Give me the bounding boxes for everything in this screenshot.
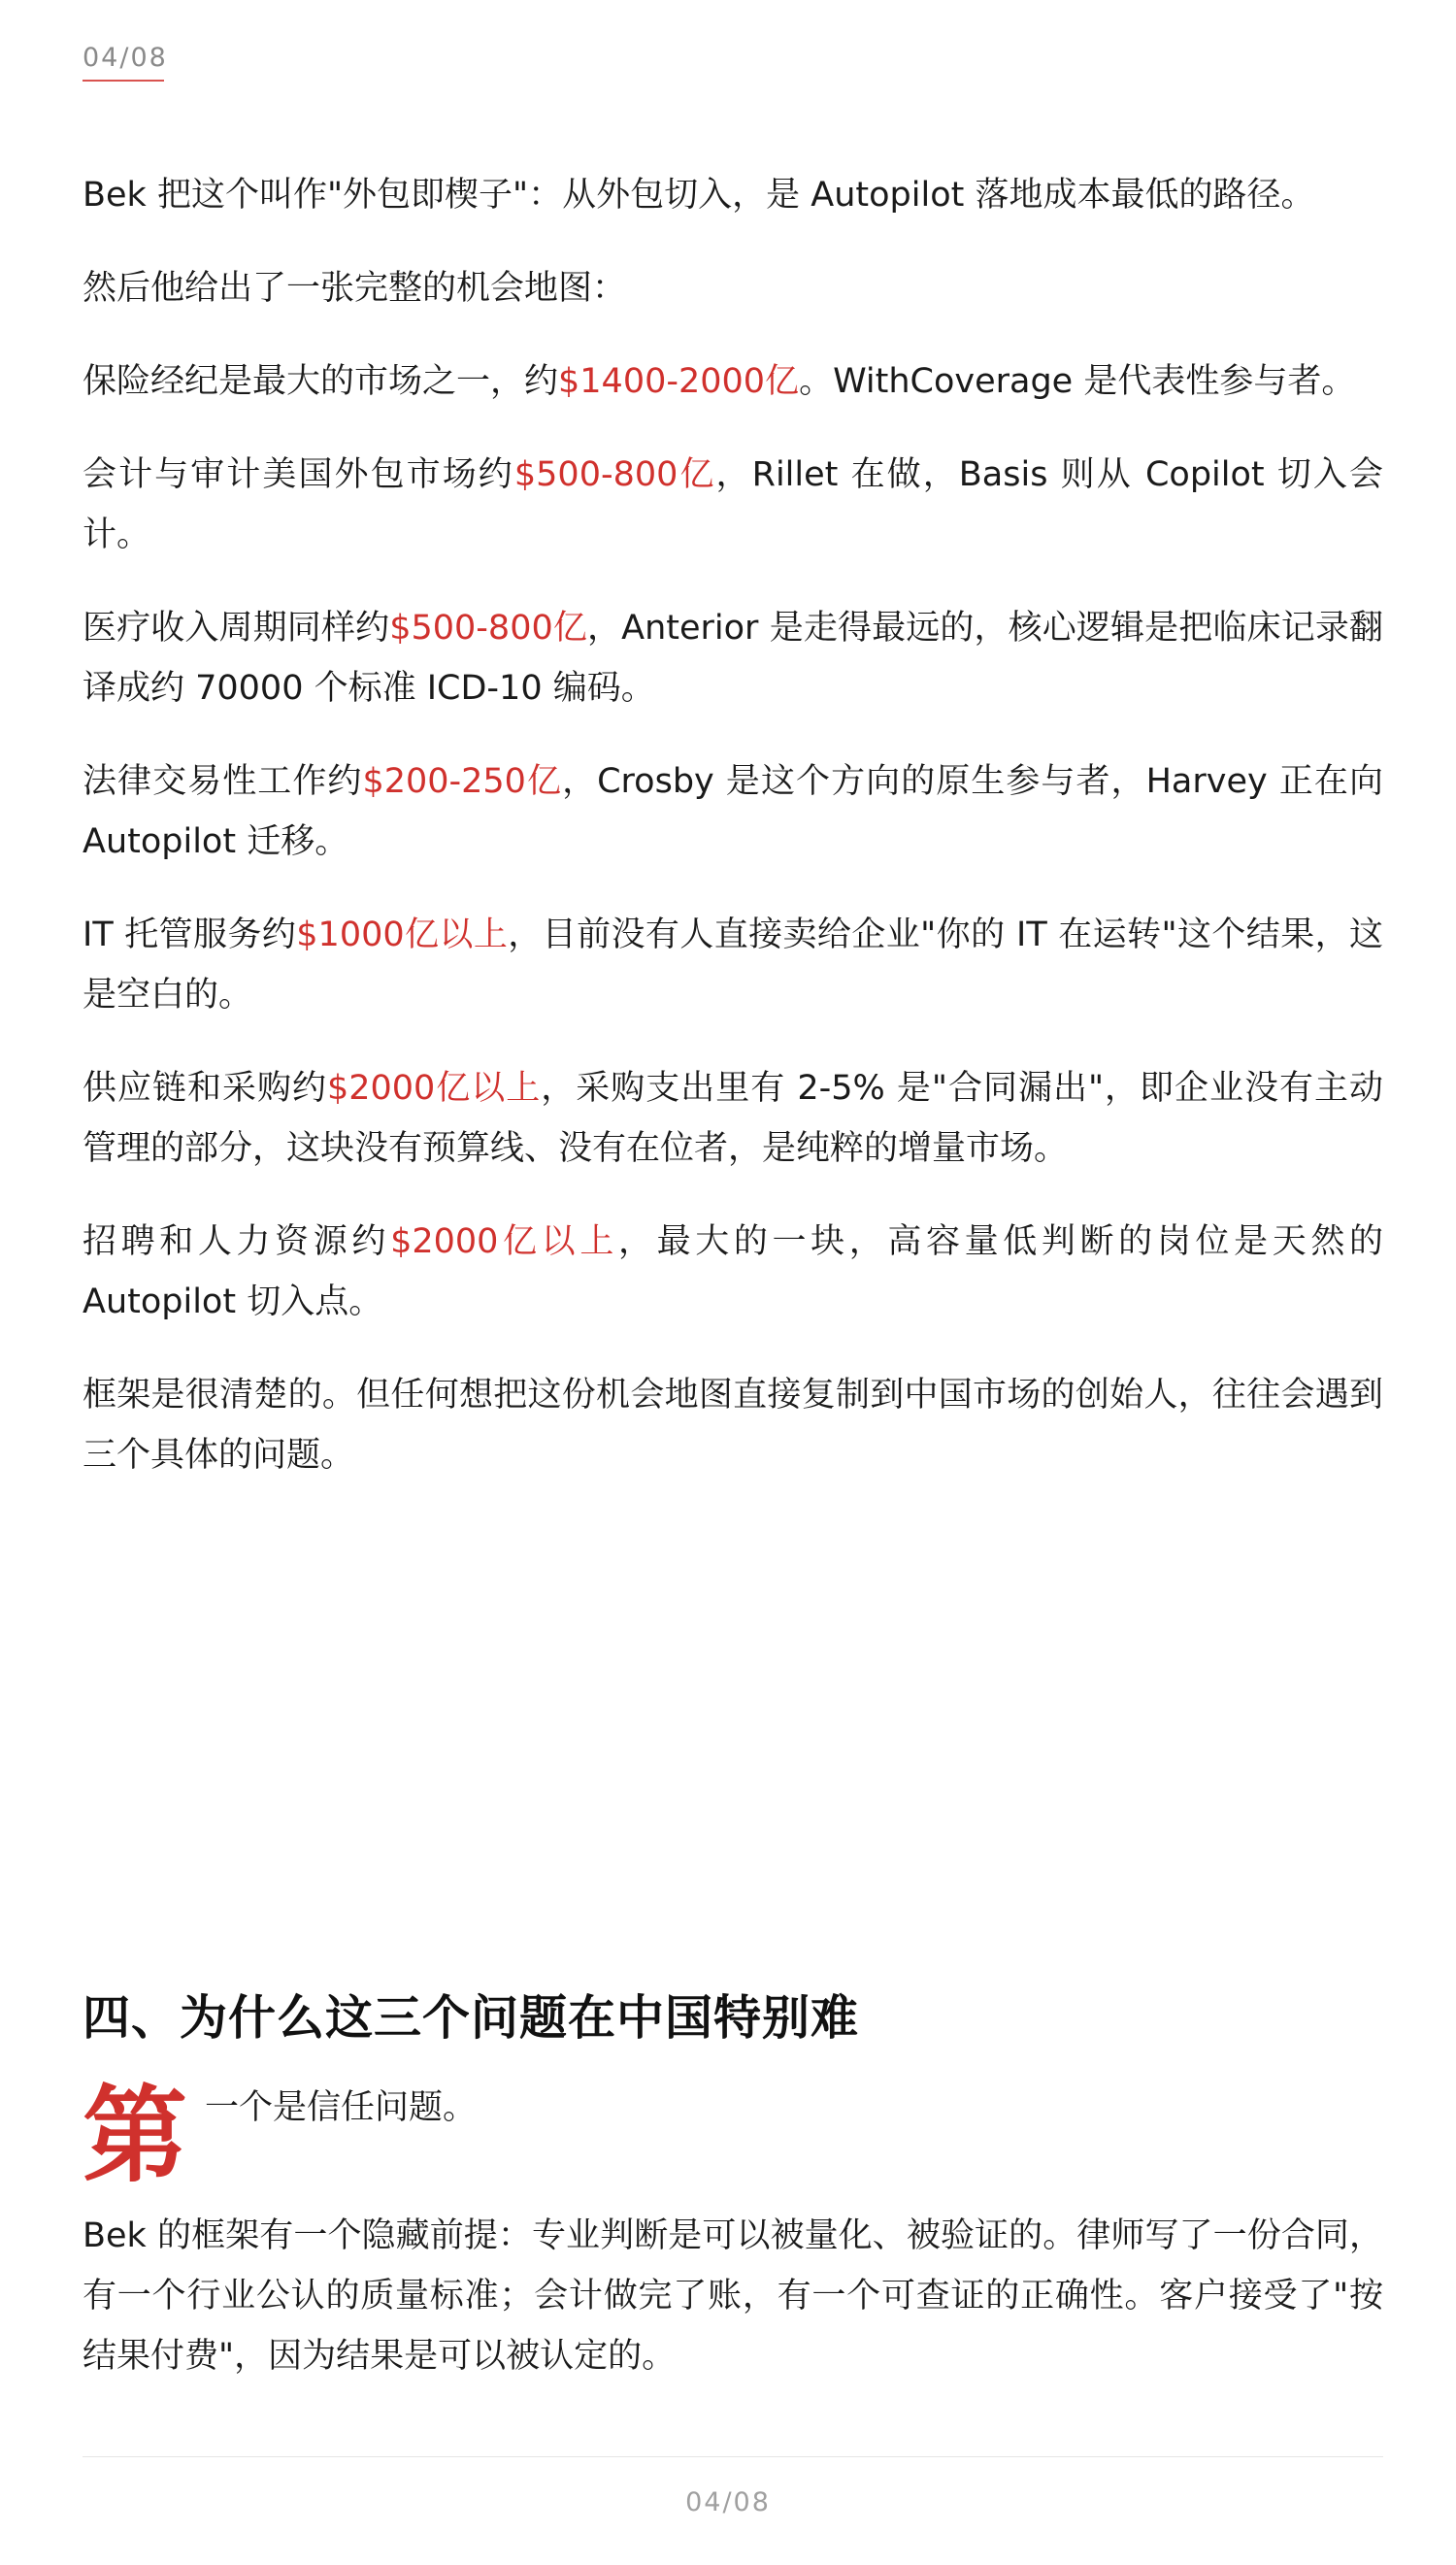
market-size-highlight: $2000亿以上	[390, 1222, 618, 1261]
page-number-underline	[83, 80, 164, 82]
paragraph-text: 框架是很清楚的。但任何想把这份机会地图直接复制到中国市场的创始人，往往会遇到三个具体的问题。	[83, 1376, 1383, 1475]
footer-divider	[83, 2456, 1383, 2457]
market-size-highlight: $500-800亿	[389, 609, 587, 648]
paragraph-text: ，目前没有人直接卖给企业"你的 IT 在运转"这个结果，这是空白的。	[83, 916, 1384, 1015]
dropcap-letter: 第	[83, 2075, 188, 2197]
paragraph-text: 供应链和采购约	[83, 1069, 327, 1108]
paragraph-text: ，Rillet 在做，Basis 则从 Copilot 切入会计。	[83, 455, 1383, 554]
body-paragraph	[83, 258, 1383, 318]
paragraph-text: IT 托管服务约	[83, 916, 297, 954]
body-paragraph	[83, 905, 1383, 1025]
page-number-top: 04/08	[83, 43, 168, 73]
paragraph-text: 招聘和人力资源约	[83, 1222, 391, 1261]
section-title: 四、为什么这三个问题在中国特别难	[83, 1990, 860, 2046]
market-size-highlight: $500-800亿	[513, 455, 716, 494]
body-paragraph	[83, 1365, 1383, 1485]
body-paragraph	[83, 165, 1383, 225]
page-number-bottom: 04/08	[685, 2487, 771, 2517]
body-paragraph	[83, 598, 1383, 718]
paragraph-text: ，Anterior 是走得最远的，核心逻辑是把临床记录翻译成约 70000 个标准 ICD-10 编码。	[83, 609, 1383, 708]
body-paragraph	[83, 751, 1383, 872]
paragraph-text: 。WithCoverage 是代表性参与者。	[799, 362, 1356, 401]
market-size-highlight: $2000亿以上	[326, 1069, 542, 1108]
market-size-highlight: $1000亿以上	[296, 916, 509, 954]
dropcap-paragraph	[83, 2075, 1383, 2197]
body-paragraph	[83, 445, 1383, 565]
body-paragraph	[83, 1058, 1383, 1179]
article-body	[83, 165, 1383, 1518]
paragraph-text: 保险经纪是最大的市场之一，约	[83, 362, 559, 401]
section-body-paragraph: Bek 的框架有一个隐藏前提：专业判断是可以被量化、被验证的。律师写了一份合同，有一个行业公认的质量标准；会计做完了账，有一个可查证的正确性。客户接受了"按结果付费"，因为结果是可以被认定的。	[83, 2216, 1383, 2376]
paragraph-text: ，采购支出里有 2-5% 是"合同漏出"，即企业没有主动管理的部分，这块没有预算线、没有在位者，是纯粹的增量市场。	[83, 1069, 1383, 1168]
paragraph-text: 会计与审计美国外包市场约	[83, 455, 514, 494]
market-size-highlight: $1400-2000亿	[558, 362, 800, 401]
paragraph-text: 法律交易性工作约	[83, 762, 363, 801]
market-size-highlight: $200-250亿	[362, 762, 563, 801]
body-paragraph	[83, 351, 1383, 412]
paragraph-text: 医疗收入周期同样约	[83, 609, 390, 648]
paragraph-text: Bek 把这个叫作"外包即楔子"：从外包切入，是 Autopilot 落地成本最低的路径。	[83, 176, 1315, 215]
body-paragraph	[83, 1212, 1383, 1332]
paragraph-text: ，最大的一块，高容量低判断的岗位是天然的 Autopilot 切入点。	[83, 1222, 1383, 1321]
paragraph-text: ，Crosby 是这个方向的原生参与者，Harvey 正在向 Autopilot 迁移。	[83, 762, 1383, 861]
paragraph-text: 然后他给出了一张完整的机会地图：	[83, 269, 627, 308]
dropcap-paragraph-first-line: 一个是信任问题。	[205, 2088, 478, 2127]
